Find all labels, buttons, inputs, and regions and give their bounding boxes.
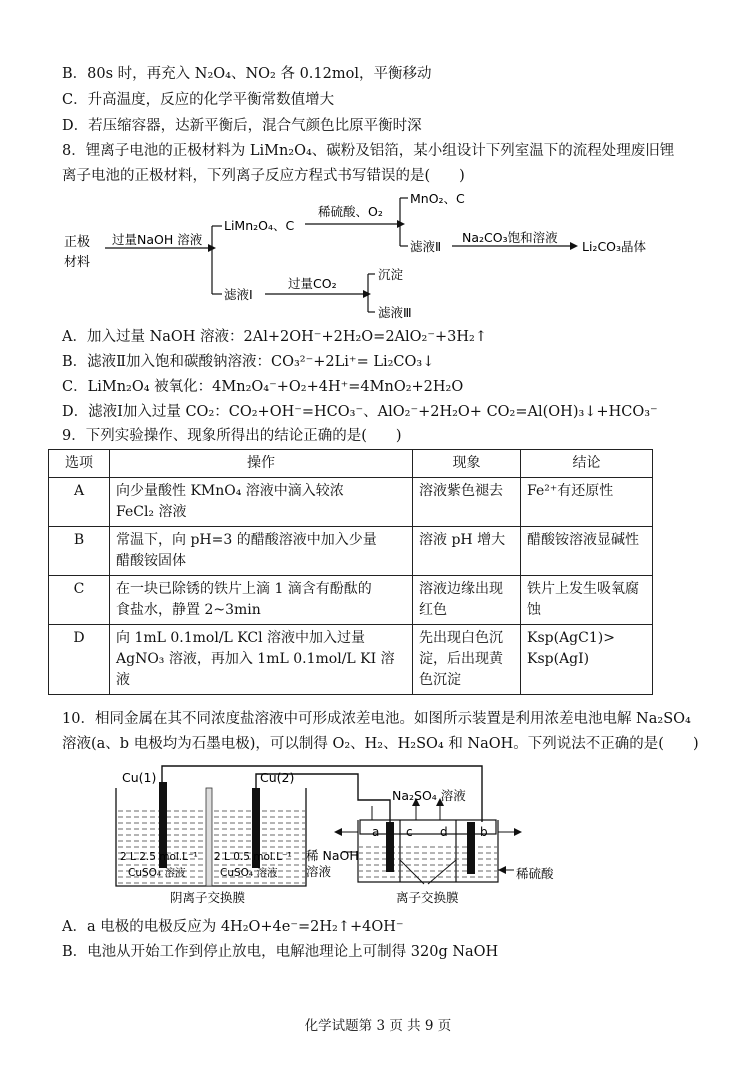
flow-start-2: 材料	[64, 255, 91, 270]
anion-membrane-label: 阴离子交换膜	[170, 890, 246, 905]
q10-option-b: B．电池从开始工作到停止放电，电解池理论上可制得 320g NaOH	[62, 944, 499, 960]
row-phenomenon	[413, 576, 521, 625]
header-option: 选项	[49, 450, 110, 478]
q7-option-d: D．若压缩容器，达新平衡后，混合气颜色比原平衡时深	[62, 118, 422, 134]
q10-stem-line2: 溶液(a、b 电极均为石墨电极)，可以制得 O₂、H₂、H₂SO₄ 和 NaOH。下列说法不正确的是( )	[62, 736, 699, 752]
row-operation-line: 醋酸铵固体	[116, 553, 186, 569]
row-operation	[110, 527, 413, 576]
row-phenomenon-line: 色沉淀	[419, 672, 461, 688]
row-operation-line: AgNO₃ 溶液，再加入 1mL 0.1mol/L KI 溶	[116, 651, 395, 667]
row-option: B	[49, 527, 110, 576]
flow-step2: 稀硫酸、O₂	[318, 204, 383, 219]
row-operation-line: 常温下，向 pH=3 的醋酸溶液中加入少量	[116, 532, 377, 548]
row-option: D	[49, 625, 110, 695]
left-solution-2: CuSO₄ 溶液	[128, 867, 186, 879]
apparatus-diagram	[110, 760, 560, 910]
right-solution-2: CuSO₄ 溶液	[220, 867, 278, 879]
header-operation: 操作	[110, 450, 413, 478]
page-footer: 化学试题第 3 页 共 9 页	[304, 1018, 452, 1034]
table-row	[49, 625, 653, 695]
row-conclusion	[521, 576, 653, 625]
flow-solid2: MnO₂、C	[410, 191, 465, 206]
header-conclusion: 结论	[521, 450, 653, 478]
flow-step4: 过量CO₂	[288, 276, 337, 291]
dilute-naoh-2: 溶液	[306, 864, 332, 879]
row-phenomenon-line: 红色	[419, 602, 447, 618]
q8-stem-line2: 离子电池的正极材料，下列离子反应方程式书写错误的是( )	[62, 168, 465, 184]
label-d: d	[440, 825, 448, 839]
q9-stem: 9．下列实验操作、现象所得出的结论正确的是( )	[62, 428, 402, 444]
flow-start-1: 正极	[64, 235, 91, 250]
row-phenomenon-line: 溶液 pH 增大	[419, 532, 506, 548]
na2so4-label: Na₂SO₄ 溶液	[392, 788, 466, 803]
q7-option-c: C．升高温度，反应的化学平衡常数值增大	[62, 92, 335, 108]
q8-stem-line1: 8．锂离子电池的正极材料为 LiMn₂O₄、碳粉及铝箔，某小组设计下列室温下的流程处理废旧锂	[62, 143, 675, 159]
table-row	[49, 478, 653, 527]
flow-filtrate3: 滤液Ⅲ	[378, 305, 412, 320]
flow-step3: Na₂CO₃饱和溶液	[462, 230, 558, 245]
row-operation-line: 向少量酸性 KMnO₄ 溶液中滴入较浓	[116, 483, 344, 499]
flowchart	[60, 186, 700, 326]
experiment-table	[48, 449, 653, 695]
q10-stem-line1: 10．相同金属在其不同浓度盐溶液中可形成浓差电池。如图所示装置是利用浓差电池电解 Na₂SO₄	[62, 711, 691, 727]
label-a: a	[372, 825, 380, 839]
flow-solid1: LiMn₂O₄、C	[224, 218, 295, 233]
row-phenomenon	[413, 478, 521, 527]
cu2-label: Cu(2)	[260, 770, 295, 785]
row-phenomenon-line: 溶液紫色褪去	[419, 483, 503, 499]
table-header-row	[49, 450, 653, 478]
q8-option-c: C．LiMn₂O₄ 被氧化：4Mn₂O₄⁻+O₂+4H⁺=4MnO₂+2H₂O	[62, 379, 464, 395]
header-phenomenon: 现象	[413, 450, 521, 478]
row-operation-line: 向 1mL 0.1mol/L KCl 溶液中加入过量	[116, 630, 366, 646]
row-operation	[110, 625, 413, 695]
electrode-b	[467, 822, 475, 874]
row-operation	[110, 478, 413, 527]
row-phenomenon-line: 溶液边缘出现	[419, 581, 503, 597]
row-phenomenon	[413, 625, 521, 695]
row-operation-line: 在一块已除锈的铁片上滴 1 滴含有酚酞的	[116, 581, 372, 597]
row-conclusion-line: Ksp(AgC1)> Ksp(AgI)	[527, 630, 615, 667]
flow-step1: 过量NaOH 溶液	[112, 232, 203, 247]
row-conclusion-line: 铁片上发生吸氧腐	[527, 581, 639, 597]
dilute-naoh-1: 稀 NaOH	[306, 848, 359, 863]
row-conclusion-line: Fe²⁺有还原性	[527, 483, 614, 499]
table-row	[49, 576, 653, 625]
row-phenomenon-line: 先出现白色沉	[419, 630, 503, 646]
row-conclusion	[521, 527, 653, 576]
label-c: c	[406, 825, 413, 839]
q7-option-b: B．80s 时，再充入 N₂O₄、NO₂ 各 0.12mol，平衡移动	[62, 66, 432, 82]
q8-option-a: A．加入过量 NaOH 溶液：2Al+2OH⁻+2H₂O=2AlO₂⁻+3H₂↑	[62, 329, 487, 345]
q10-option-a: A．a 电极的电极反应为 4H₂O+4e⁻=2H₂↑+4OH⁻	[62, 919, 404, 935]
flow-precipitate: 沉淀	[378, 267, 404, 282]
q8-option-b: B．滤液Ⅱ加入饱和碳酸钠溶液：CO₃²⁻+2Li⁺= Li₂CO₃↓	[62, 354, 435, 370]
flow-product: Li₂CO₃晶体	[582, 239, 647, 254]
ion-membrane-label: 离子交换膜	[396, 890, 459, 905]
row-operation-line: FeCl₂ 溶液	[116, 504, 187, 520]
dilute-h2so4: 稀硫酸	[516, 866, 554, 881]
row-conclusion-line: 蚀	[527, 602, 541, 618]
table-row	[49, 527, 653, 576]
row-phenomenon-line: 淀，后出现黄	[419, 651, 503, 667]
row-option: A	[49, 478, 110, 527]
electrode-a	[386, 822, 394, 872]
cu1-label: Cu(1)	[122, 770, 157, 785]
row-operation-line: 食盐水，静置 2~3min	[116, 602, 261, 618]
row-conclusion	[521, 625, 653, 695]
row-operation	[110, 576, 413, 625]
row-operation-line: 液	[116, 672, 130, 688]
anion-membrane-plate	[206, 788, 212, 886]
row-option: C	[49, 576, 110, 625]
label-b: b	[480, 825, 488, 839]
flow-filtrate2: 滤液Ⅱ	[410, 239, 442, 254]
right-solution-1: 2 L 0.5 mol.L⁻¹	[214, 851, 292, 863]
left-solution-1: 2 L 2.5 mol.L⁻¹	[120, 851, 198, 863]
q8-option-d: D．滤液Ⅰ加入过量 CO₂：CO₂+OH⁻=HCO₃⁻、AlO₂⁻+2H₂O+ CO₂=Al(OH)₃↓+HCO₃⁻	[62, 404, 658, 420]
row-conclusion	[521, 478, 653, 527]
flow-filtrate1: 滤液Ⅰ	[224, 287, 253, 302]
row-phenomenon	[413, 527, 521, 576]
row-conclusion-line: 醋酸铵溶液显碱性	[527, 532, 639, 548]
